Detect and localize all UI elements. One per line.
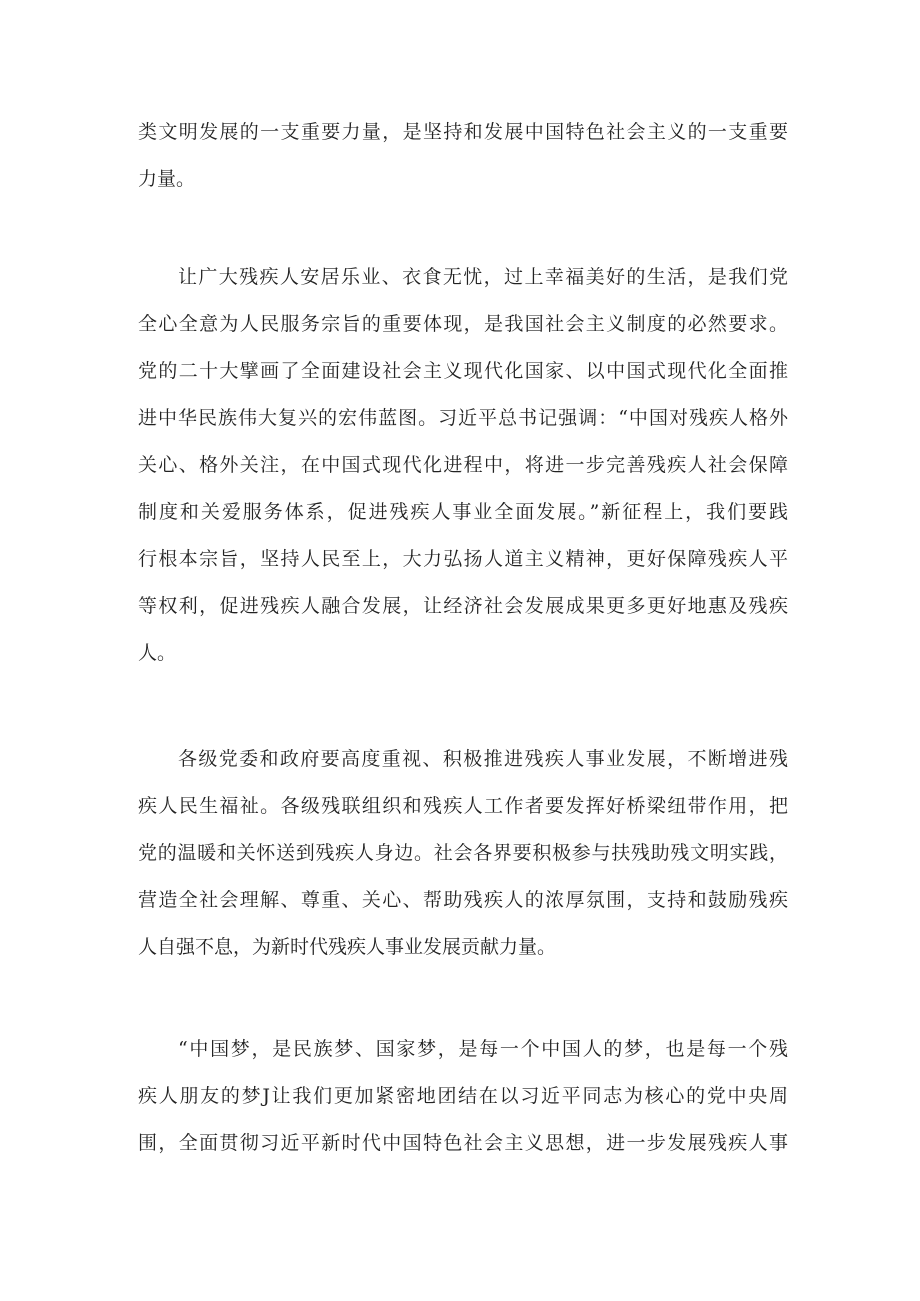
- text-line: 疾人朋友的梦J让我们更加紧密地团结在以习近平同志为核心的党中央周: [138, 1085, 788, 1107]
- text-line: 进中华民族伟大复兴的宏伟蓝图。习近平总书记强调：“中国对残疾人格外: [138, 407, 788, 429]
- text-line: 全心全意为人民服务宗旨的重要体现，是我国社会主义制度的必然要求。: [138, 313, 788, 335]
- paragraph-4: [138, 1032, 788, 1173]
- text-line: 制度和关爱服务体系，促进残疾人事业全面发展。”新征程上，我们要践: [138, 501, 788, 523]
- text-line: 力量。: [138, 168, 196, 190]
- text-line: 疾人民生福祉。各级残联组织和残疾人工作者要发挥好桥梁纽带作用，把: [138, 795, 788, 817]
- text-line: 关心、格外关注，在中国式现代化进程中，将进一步完善残疾人社会保障: [138, 454, 788, 476]
- text-line: 各级党委和政府要高度重视、积极推进残疾人事业发展，不断增进残: [178, 748, 788, 770]
- text-line: 党的二十大擘画了全面建设社会主义现代化国家、以中国式现代化全面推: [138, 360, 788, 382]
- paragraph-3: [138, 742, 788, 964]
- paragraph-2: [138, 260, 788, 670]
- text-line: 党的温暖和关怀送到残疾人身边。社会各界要积极参与扶残助残文明实践，: [138, 842, 788, 864]
- text-line: 围，全面贯彻习近平新时代中国特色社会主义思想，进一步发展残疾人事: [138, 1132, 788, 1154]
- text-line: 让广大残疾人安居乐业、衣食无忧，过上幸福美好的生活，是我们党: [178, 266, 788, 288]
- text-line: 人自强不息，为新时代残疾人事业发展贡献力量。: [138, 936, 557, 958]
- text-line: 人。: [138, 642, 177, 664]
- text-line: 营造全社会理解、尊重、关心、帮助残疾人的浓厚氛围，支持和鼓励残疾: [138, 889, 788, 911]
- text-line: 等权利，促进残疾人融合发展，让经济社会发展成果更多更好地惠及残疾: [138, 595, 788, 617]
- text-line: “中国梦，是民族梦、国家梦，是每一个中国人的梦，也是每一个残: [178, 1038, 788, 1060]
- text-line: 行根本宗旨，坚持人民至上，大力弘扬人道主义精神，更好保障残疾人平: [138, 548, 788, 570]
- paragraph-1: [138, 115, 788, 196]
- text-line: 类文明发展的一支重要力量，是坚持和发展中国特色社会主义的一支重要: [138, 121, 788, 143]
